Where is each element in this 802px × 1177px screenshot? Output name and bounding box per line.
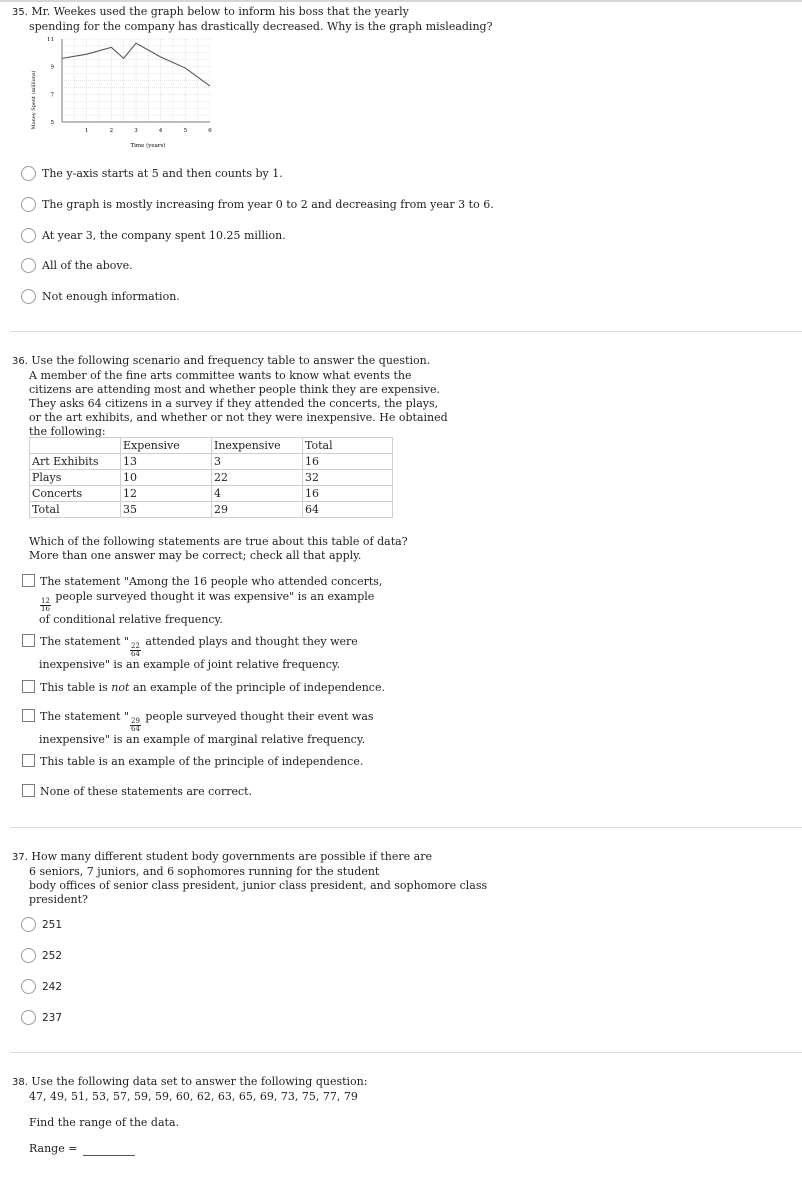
q35-choice-5[interactable] [21, 289, 180, 304]
table-cell: 29 [212, 502, 303, 518]
checkbox[interactable] [22, 680, 35, 693]
q36-line: the following: [29, 425, 106, 438]
checkbox[interactable] [22, 574, 35, 587]
table-cell: 3 [212, 454, 303, 470]
table-cell: 16 [303, 486, 393, 502]
q35-line1: Mr. Weekes used the graph below to inform his boss that the yearly [31, 5, 409, 18]
x-tick-label: 1 [84, 128, 89, 134]
q36-option-3[interactable] [22, 680, 385, 696]
choice-label: 252 [42, 949, 63, 962]
table-cell [30, 438, 121, 454]
q38-line1: Use the following data set to answer the following question: [31, 1075, 368, 1088]
section-divider [10, 1052, 802, 1053]
q38-answer-row [29, 1141, 135, 1156]
x-axis-label: Time (years) [130, 143, 166, 149]
q36-prompt-line1: Which of the following statements are true about this table of data? [29, 535, 408, 548]
option-text: None of these statements are correct. [40, 785, 253, 798]
table-header: Expensive [121, 438, 212, 454]
table-header: Inexpensive [212, 438, 303, 454]
q36-prompt-line2: More than one answer may be correct; check all that apply. [29, 549, 362, 562]
x-tick-label: 4 [158, 128, 163, 134]
q37-line: president? [29, 893, 88, 906]
checkbox[interactable] [22, 634, 35, 647]
frequency-table [29, 437, 393, 518]
table-cell: Art Exhibits [30, 454, 121, 470]
q36-option-2[interactable] [22, 634, 358, 673]
radio-button[interactable] [21, 228, 36, 243]
x-tick-label: 5 [183, 128, 188, 134]
table-cell: 4 [212, 486, 303, 502]
table-cell: Plays [30, 470, 121, 486]
y-tick-label: 9 [50, 64, 54, 71]
table-cell: 12 [121, 486, 212, 502]
fraction-numerator: 12 [41, 596, 50, 605]
fraction [40, 598, 51, 613]
q38-data-set: 47, 49, 51, 53, 57, 59, 59, 60, 62, 63, 65, 69, 73, 75, 77, 79 [29, 1090, 358, 1103]
y-axis-label: Money Spent (millions) [31, 70, 37, 130]
table-cell: 16 [303, 454, 393, 470]
fraction-denominator: 16 [41, 604, 50, 613]
fraction [130, 643, 141, 658]
option-text: This table is [40, 681, 108, 694]
fraction-numerator: 29 [130, 717, 140, 725]
option-text: people surveyed thought their event was [145, 710, 374, 723]
table-cell: 10 [121, 470, 212, 486]
radio-button[interactable] [21, 197, 36, 212]
option-text: attended plays and thought they were [145, 635, 358, 648]
radio-button[interactable] [21, 1010, 36, 1025]
table-header-row [30, 438, 393, 454]
x-tick-label: 2 [109, 128, 114, 134]
table-row [30, 486, 393, 502]
fraction [130, 718, 141, 733]
section-divider [10, 827, 802, 828]
table-cell: 35 [121, 502, 212, 518]
q36-line: Use the following scenario and frequency table to answer the question. [31, 354, 431, 367]
q35-choice-4[interactable] [21, 258, 133, 273]
y-tick-label: 7 [50, 92, 54, 99]
q36-line: citizens are attending most and whether people think they are expensive. [29, 383, 441, 396]
table-cell: Total [30, 502, 121, 518]
q36-line: A member of the fine arts committee wants to know what events the [29, 369, 412, 382]
x-tick-label: 3 [134, 128, 138, 134]
choice-label: 242 [42, 980, 63, 993]
table-cell: 32 [303, 470, 393, 486]
q36-prompt [29, 535, 408, 563]
y-tick-label: 11 [47, 37, 54, 43]
q37-choice-2[interactable] [21, 948, 62, 963]
radio-button[interactable] [21, 948, 36, 963]
radio-button[interactable] [21, 979, 36, 994]
table-cell: 64 [303, 502, 393, 518]
table-cell: 13 [121, 454, 212, 470]
top-border [0, 0, 802, 2]
q35-number: 35. [12, 7, 28, 18]
q35-choice-3[interactable] [21, 228, 286, 243]
x-tick-labels [85, 128, 212, 134]
section-divider [10, 331, 802, 332]
option-text: inexpensive" is an example of joint relative frequency. [39, 658, 341, 671]
q37-number: 37. [12, 852, 28, 863]
q37-line: 6 seniors, 7 juniors, and 6 sophomores running for the student [29, 865, 380, 878]
option-text: The statement " [40, 635, 129, 648]
option-text: The statement "Among the 16 people who attended concerts, [40, 575, 383, 588]
table-cell: Concerts [30, 486, 121, 502]
option-text: This table is an example of the principle of independence. [40, 755, 364, 768]
option-text: people surveyed thought it was expensive" is an example [55, 589, 375, 603]
q35-choice-1[interactable] [21, 166, 283, 181]
q36-line: They asks 64 citizens in a survey if they attended the concerts, the plays, [29, 397, 439, 410]
q37-choice-1[interactable] [21, 917, 62, 932]
table-row [30, 470, 393, 486]
q38-prompt: Find the range of the data. [29, 1116, 180, 1129]
q37-choice-4[interactable] [21, 1010, 62, 1025]
choice-label: At year 3, the company spent 10.25 million. [42, 229, 286, 242]
q35-line-chart [25, 30, 265, 155]
q36-line: or the art exhibits, and whether or not they were inexpensive. He obtained [29, 411, 448, 424]
q36-number: 36. [12, 356, 28, 367]
table-header: Total [303, 438, 393, 454]
q35-choice-2[interactable] [21, 197, 494, 212]
range-label: Range = [29, 1142, 78, 1155]
q38-number: 38. [12, 1077, 28, 1088]
q37-line: How many different student body governments are possible if there are [31, 850, 432, 863]
q38-text [12, 1075, 367, 1104]
radio-button[interactable] [21, 166, 36, 181]
q37-text [12, 850, 487, 907]
q37-line: body offices of senior class president, junior class president, and sophomore class [29, 879, 488, 892]
y-tick-label: 5 [50, 120, 54, 126]
option-text: an example of the principle of independence. [132, 681, 385, 694]
q36-option-1[interactable] [22, 574, 382, 627]
radio-button[interactable] [21, 917, 36, 932]
q37-choice-3[interactable] [21, 979, 62, 994]
fraction-denominator: 64 [130, 650, 140, 658]
q36-option-6[interactable] [22, 784, 252, 800]
choice-label: All of the above. [42, 259, 133, 272]
chart-grid [62, 39, 210, 122]
option-text: of conditional relative frequency. [39, 612, 223, 626]
y-tick-labels [47, 37, 55, 126]
table-row [30, 454, 393, 470]
option-text: The statement " [40, 710, 129, 723]
q36-option-5[interactable] [22, 754, 363, 770]
option-text: inexpensive" is an example of marginal relative frequency. [39, 733, 366, 746]
range-answer-input[interactable] [83, 1141, 135, 1156]
choice-label: The y-axis starts at 5 and then counts by 1. [42, 167, 283, 180]
q36-option-4[interactable] [22, 709, 374, 748]
choice-label: The graph is mostly increasing from year 0 to 2 and decreasing from year 3 to 6. [42, 198, 494, 211]
option-emphasis: not [111, 681, 130, 694]
x-tick-label: 6 [208, 128, 212, 134]
choice-label: 251 [42, 918, 63, 931]
choice-label: Not enough information. [42, 290, 180, 303]
q36-text [12, 354, 448, 439]
fraction-denominator: 64 [130, 725, 140, 733]
table-row [30, 502, 393, 518]
choice-label: 237 [42, 1011, 63, 1024]
checkbox[interactable] [22, 709, 35, 722]
table-cell: 22 [212, 470, 303, 486]
radio-button[interactable] [21, 289, 36, 304]
q35-line2: spending for the company has drastically decreased. Why is the graph misleading? [29, 20, 493, 33]
fraction-numerator: 22 [130, 642, 140, 650]
checkbox[interactable] [22, 784, 35, 797]
checkbox[interactable] [22, 754, 35, 767]
radio-button[interactable] [21, 258, 36, 273]
